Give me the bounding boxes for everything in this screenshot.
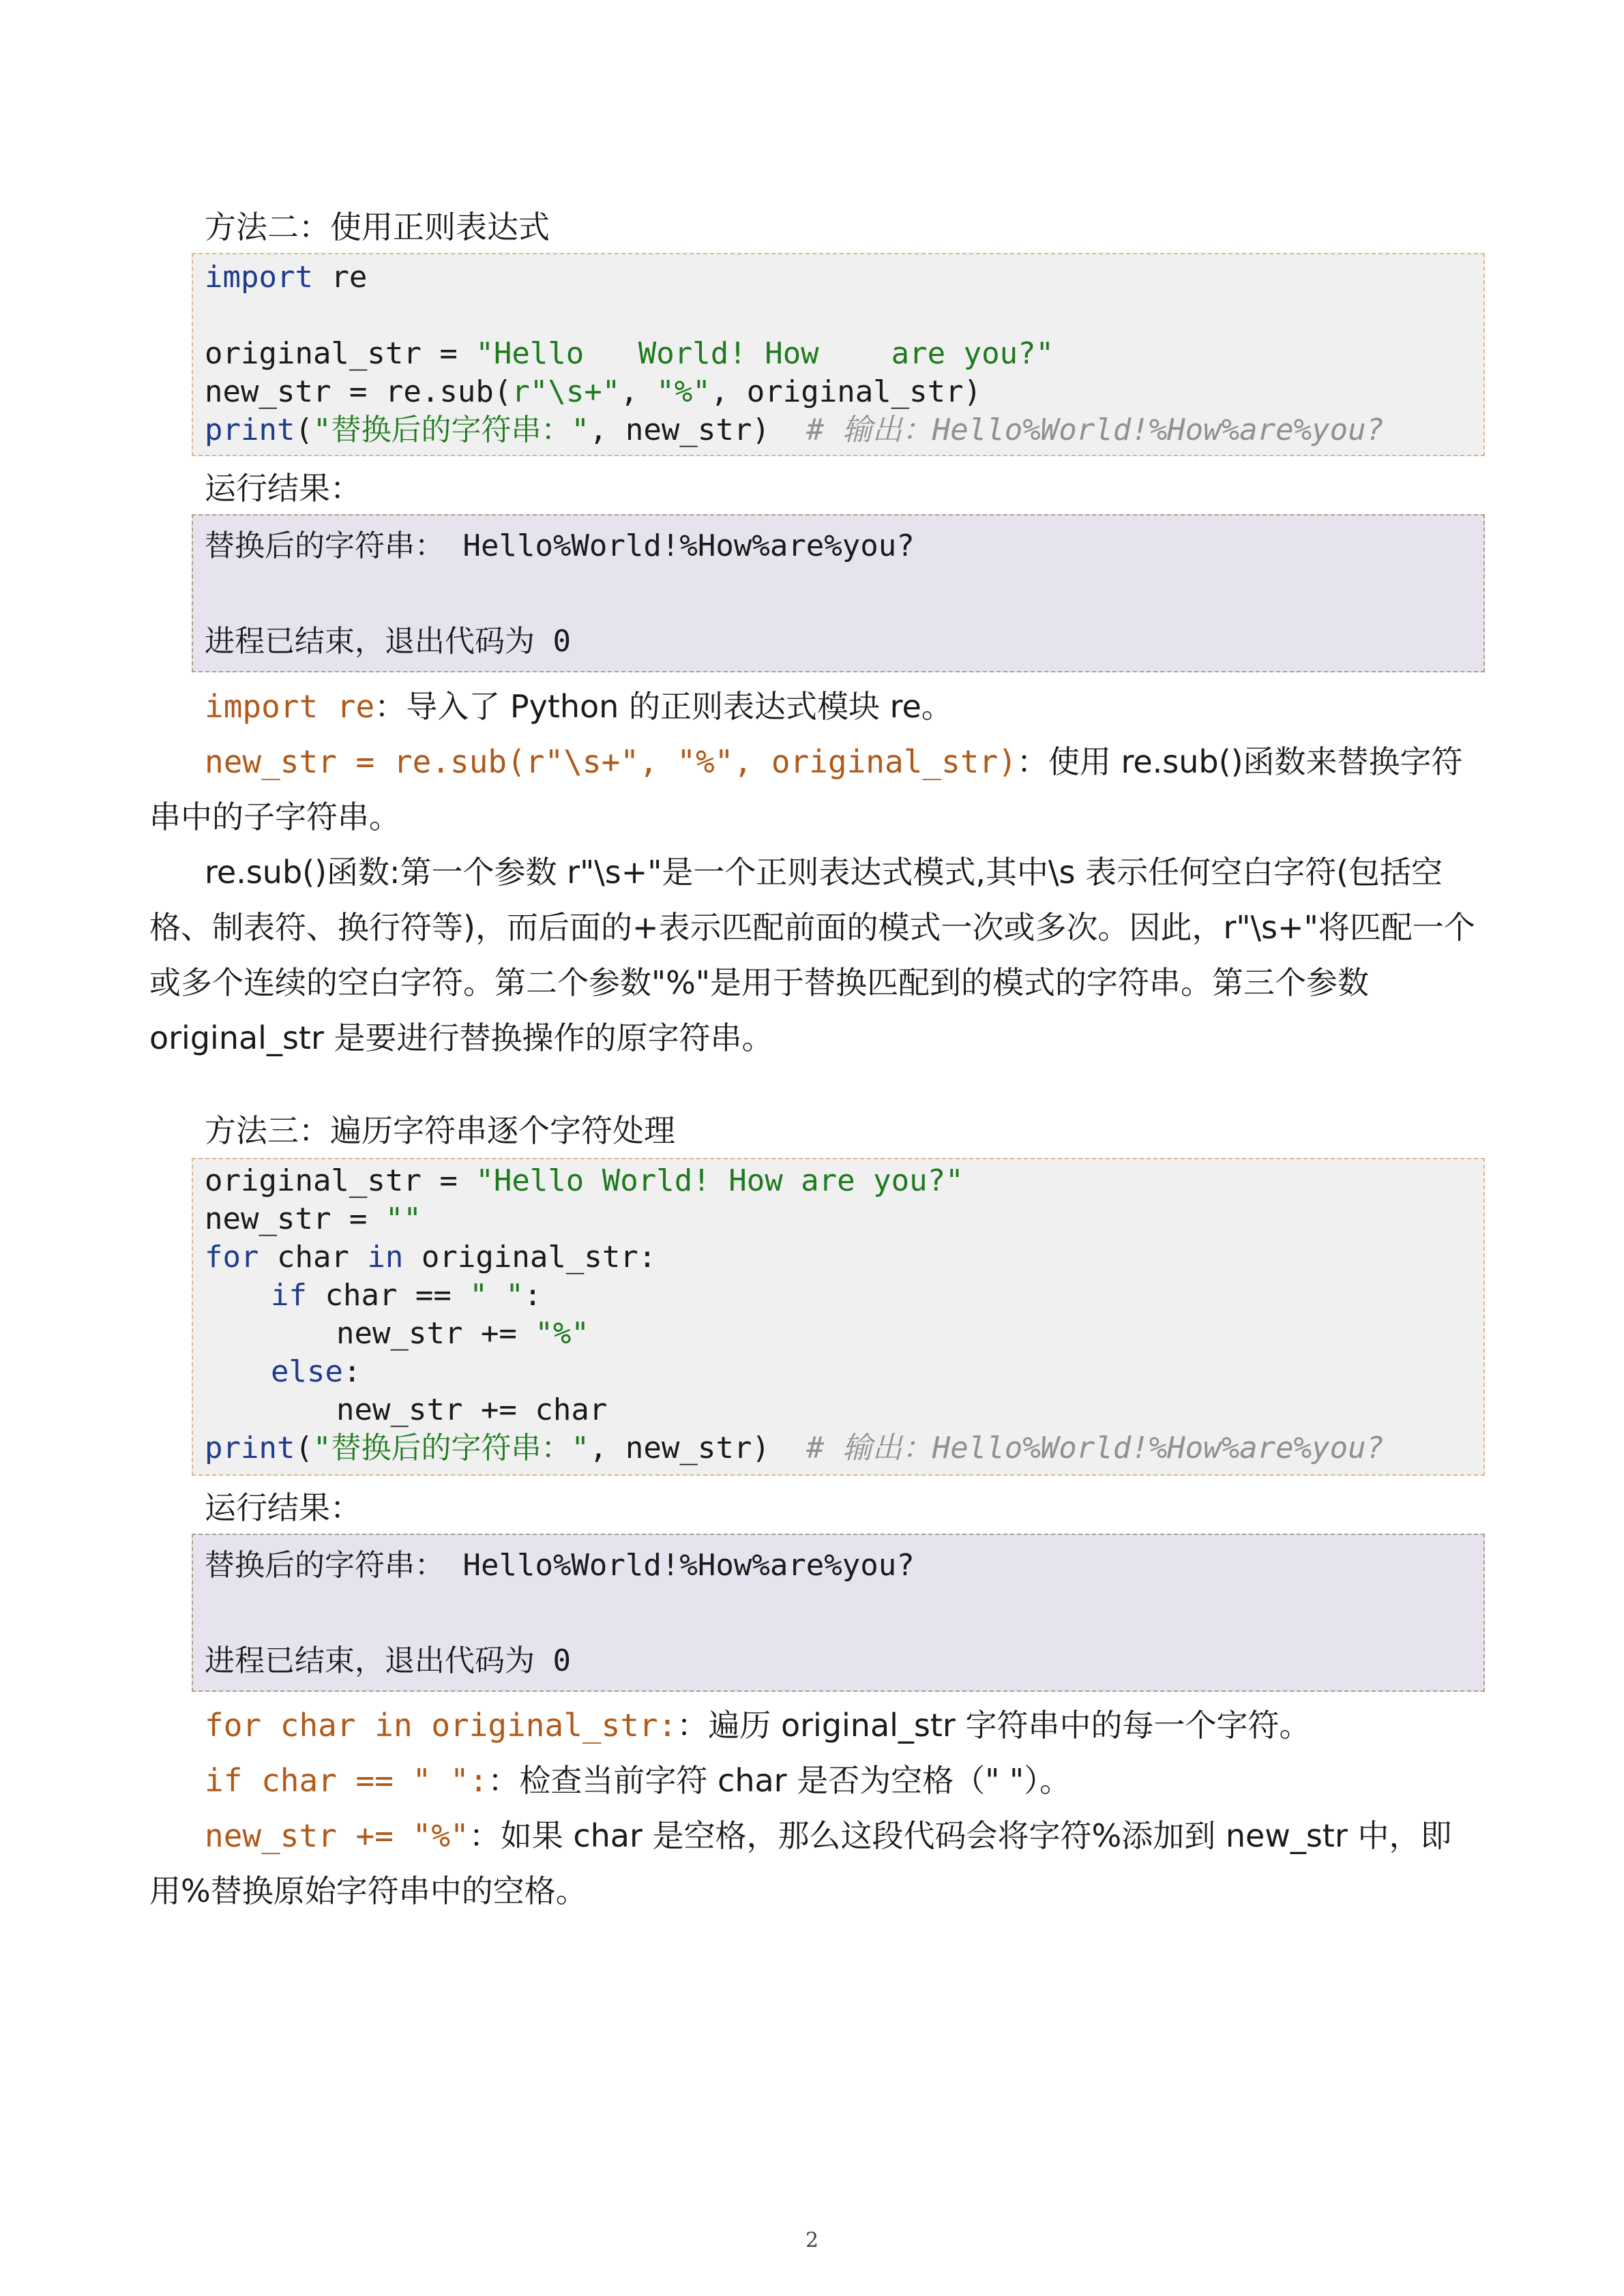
code-string: "Hello World! How are you?" xyxy=(475,1163,964,1198)
output-line: 进程已结束，退出代码为 0 xyxy=(205,624,571,659)
method3-code-block xyxy=(192,1158,1485,1476)
code-text: char xyxy=(259,1240,368,1274)
method3-heading: 方法三：遍历字符串逐个字符处理 xyxy=(205,1112,675,1149)
inline-code: for char in original_str: xyxy=(205,1707,677,1744)
code-text: , xyxy=(620,374,657,409)
code-text: new_str = xyxy=(205,1202,385,1236)
code-keyword: if xyxy=(271,1278,307,1313)
inline-code: new_str += "%" xyxy=(205,1817,469,1854)
code-text: , new_str) xyxy=(589,413,806,447)
code-line xyxy=(205,1162,964,1200)
method2-code-block xyxy=(192,253,1485,456)
code-line xyxy=(205,258,367,297)
page-number: 2 xyxy=(805,2228,819,2252)
method2-result-label: 运行结果： xyxy=(205,470,361,507)
output-line: 替换后的字符串： Hello%World!%How%are%you? xyxy=(205,1548,915,1583)
code-text: : xyxy=(523,1278,542,1313)
inline-code: new_str = re.sub(r"\s+", "%", original_str) xyxy=(205,743,1017,780)
code-line xyxy=(271,1277,542,1315)
code-text: new_str += char xyxy=(336,1392,608,1427)
explanation-text: ：导入了 Python 的正则表达式模块 re。 xyxy=(374,688,953,725)
code-line xyxy=(205,1429,1384,1467)
code-comment: # 输出：Hello%World!%How%are%you? xyxy=(806,413,1385,447)
code-keyword: in xyxy=(367,1240,404,1274)
code-line xyxy=(271,1353,361,1391)
code-text: re xyxy=(312,260,368,295)
code-line xyxy=(205,411,1384,449)
method2-explanation-2 xyxy=(149,734,1479,845)
code-comment: # 输出：Hello%World!%How%are%you? xyxy=(806,1431,1385,1465)
code-line xyxy=(205,1238,656,1277)
method3-explanation-2 xyxy=(149,1753,1479,1808)
code-string: "%" xyxy=(535,1316,589,1351)
code-text: ( xyxy=(295,1431,313,1465)
code-text: , original_str) xyxy=(710,374,982,409)
code-string: " " xyxy=(469,1278,524,1313)
code-keyword: else xyxy=(271,1354,343,1389)
code-text: original_str = xyxy=(205,1163,476,1198)
code-string: "替换后的字符串：" xyxy=(312,1431,589,1465)
code-text: new_str += xyxy=(336,1316,535,1351)
explanation-text: ：检查当前字符 char 是否为空格（" "）。 xyxy=(488,1762,1072,1799)
code-line xyxy=(205,373,981,411)
code-line xyxy=(205,335,1054,373)
code-text: ( xyxy=(295,413,313,447)
method2-explanation-1 xyxy=(149,679,1479,734)
code-text: char == xyxy=(306,1278,470,1313)
output-line: 替换后的字符串： Hello%World!%How%are%you? xyxy=(205,528,915,563)
code-text: , new_str) xyxy=(589,1431,806,1465)
method2-explanation-3: re.sub()函数:第一个参数 r"\s+"是一个正则表达式模式,其中\s 表示任何空白字符(包括空格、制表符、换行符等)，而后面的+表示匹配前面的模式一次或多次。因此，r"\s+"将匹配一个或多个连续的空白字符。第二个参数"%"是用于替换匹配到的模式的字符串。第三个参数 original_str 是要进行替换操作的原字符串。 xyxy=(149,854,1475,1056)
code-keyword: import xyxy=(205,260,313,295)
method2-output-block xyxy=(192,514,1485,672)
method3-result-label: 运行结果： xyxy=(205,1489,361,1526)
code-line xyxy=(336,1391,607,1429)
explanation-text: ：遍历 original_str 字符串中的每一个字符。 xyxy=(677,1707,1311,1744)
inline-code: if char == " ": xyxy=(205,1762,488,1799)
explanation-text: ：如果 char 是空格，那么这段代码会将字符%添加到 new_str 中，即用%替换原始字符串中的空格。 xyxy=(149,1817,1452,1909)
explanation-text: ：使用 re.sub()函数来替换字符串中的子字符串。 xyxy=(149,743,1463,835)
code-keyword: print xyxy=(205,1431,295,1465)
code-string: "替换后的字符串：" xyxy=(312,413,589,447)
code-keyword: for xyxy=(205,1240,259,1274)
code-text: original_str: xyxy=(403,1240,657,1274)
code-text: new_str = re.sub( xyxy=(205,374,512,409)
output-line: 进程已结束，退出代码为 0 xyxy=(205,1643,571,1678)
code-text: : xyxy=(342,1354,361,1389)
code-string: "" xyxy=(385,1202,422,1236)
code-line xyxy=(205,1200,422,1238)
method3-output-block xyxy=(192,1534,1485,1692)
inline-code: import re xyxy=(205,688,375,725)
code-string: "Hello World! How are you?" xyxy=(475,336,1054,371)
code-keyword: print xyxy=(205,413,295,447)
method3-explanation-1 xyxy=(149,1698,1479,1753)
code-string: r"\s+" xyxy=(512,374,621,409)
code-text: original_str = xyxy=(205,336,476,371)
method2-heading: 方法二：使用正则表达式 xyxy=(205,209,550,245)
code-line xyxy=(336,1315,589,1353)
code-string: "%" xyxy=(656,374,711,409)
method3-explanation-3 xyxy=(149,1808,1479,1919)
